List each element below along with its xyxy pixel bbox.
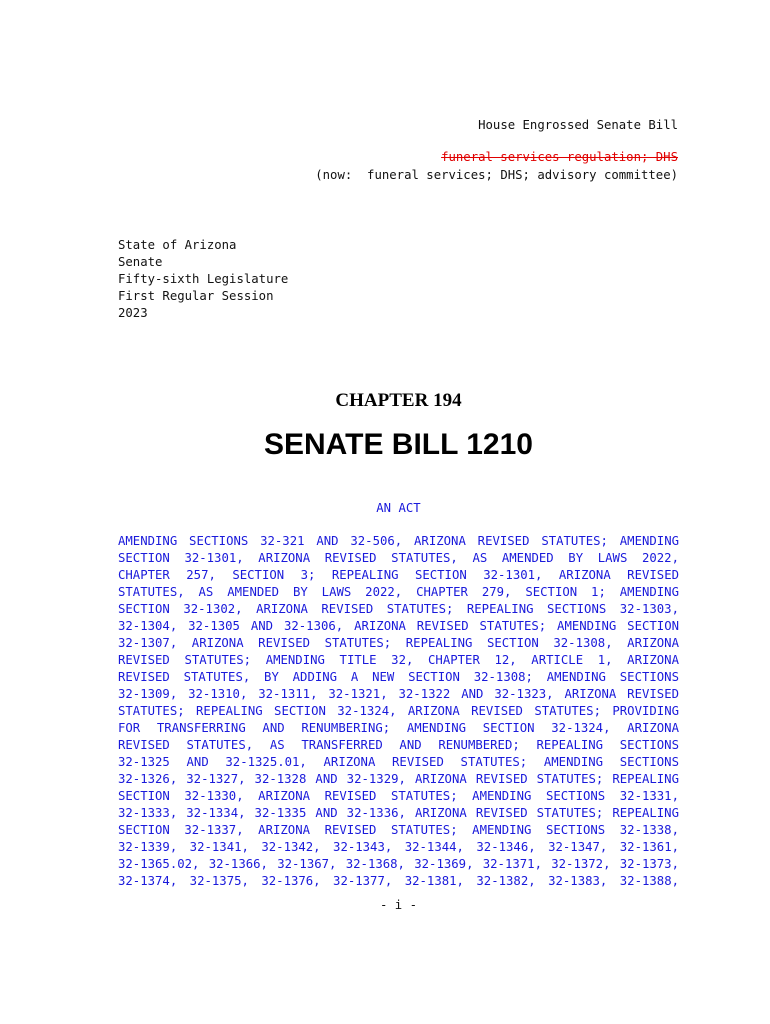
session-info-block xyxy=(118,237,288,322)
session-year: 2023 xyxy=(118,306,148,320)
act-line: CHAPTER 257, SECTION 3; REPEALING SECTION 32-1301, ARIZONA REVISED xyxy=(118,568,679,582)
act-line: FOR TRANSFERRING AND RENUMBERING; AMENDING SECTION 32-1324, ARIZONA xyxy=(118,721,679,735)
act-line: 32-1309, 32-1310, 32-1311, 32-1321, 32-1322 AND 32-1323, ARIZONA REVISED xyxy=(118,687,679,701)
act-title-text xyxy=(118,533,679,890)
act-line: SECTION 32-1302, ARIZONA REVISED STATUTES; REPEALING SECTIONS 32-1303, xyxy=(118,602,679,616)
act-line: SECTION 32-1337, ARIZONA REVISED STATUTES; AMENDING SECTIONS 32-1338, xyxy=(118,823,679,837)
act-line: SECTION 32-1330, ARIZONA REVISED STATUTES; AMENDING SECTIONS 32-1331, xyxy=(118,789,679,803)
struck-short-title: funeral services regulation; DHS xyxy=(441,150,678,164)
act-line: 32-1326, 32-1327, 32-1328 AND 32-1329, ARIZONA REVISED STATUTES; REPEALING xyxy=(118,772,679,786)
act-line: 32-1374, 32-1375, 32-1376, 32-1377, 32-1381, 32-1382, 32-1383, 32-1388, xyxy=(118,874,679,888)
act-line: 32-1339, 32-1341, 32-1342, 32-1343, 32-1344, 32-1346, 32-1347, 32-1361, xyxy=(118,840,679,854)
act-line: STATUTES, AS AMENDED BY LAWS 2022, CHAPTER 279, SECTION 1; AMENDING xyxy=(118,585,679,599)
act-line: STATUTES; REPEALING SECTION 32-1324, ARIZONA REVISED STATUTES; PROVIDING xyxy=(118,704,679,718)
state-name: State of Arizona xyxy=(118,238,237,252)
bill-number-heading: SENATE BILL 1210 xyxy=(264,428,533,461)
legislature-name: Fifty-sixth Legislature xyxy=(118,272,289,286)
act-line: 32-1333, 32-1334, 32-1335 AND 32-1336, ARIZONA REVISED STATUTES; REPEALING xyxy=(118,806,679,820)
act-line: REVISED STATUTES, BY ADDING A NEW SECTION 32-1308; AMENDING SECTIONS xyxy=(118,670,679,684)
document-header-title: House Engrossed Senate Bill xyxy=(478,118,678,132)
act-line: 32-1325 AND 32-1325.01, ARIZONA REVISED STATUTES; AMENDING SECTIONS xyxy=(118,755,679,769)
chapter-heading: CHAPTER 194 xyxy=(335,390,462,411)
act-line: 32-1307, ARIZONA REVISED STATUTES; REPEALING SECTION 32-1308, ARIZONA xyxy=(118,636,679,650)
act-line: AMENDING SECTIONS 32-321 AND 32-506, ARIZONA REVISED STATUTES; AMENDING xyxy=(118,534,679,548)
act-line: REVISED STATUTES; AMENDING TITLE 32, CHAPTER 12, ARTICLE 1, ARIZONA xyxy=(118,653,679,667)
session-name: First Regular Session xyxy=(118,289,274,303)
act-line: SECTION 32-1301, ARIZONA REVISED STATUTES, AS AMENDED BY LAWS 2022, xyxy=(118,551,679,565)
act-line: 32-1304, 32-1305 AND 32-1306, ARIZONA REVISED STATUTES; AMENDING SECTION xyxy=(118,619,679,633)
act-line: 32-1365.02, 32-1366, 32-1367, 32-1368, 32-1369, 32-1371, 32-1372, 32-1373, xyxy=(118,857,679,871)
act-line: REVISED STATUTES, AS TRANSFERRED AND RENUMBERED; REPEALING SECTIONS xyxy=(118,738,679,752)
page-number: - i - xyxy=(379,898,418,912)
an-act-heading: AN ACT xyxy=(376,501,421,515)
chamber-name: Senate xyxy=(118,255,163,269)
current-short-title: (now: funeral services; DHS; advisory committee) xyxy=(315,168,678,182)
